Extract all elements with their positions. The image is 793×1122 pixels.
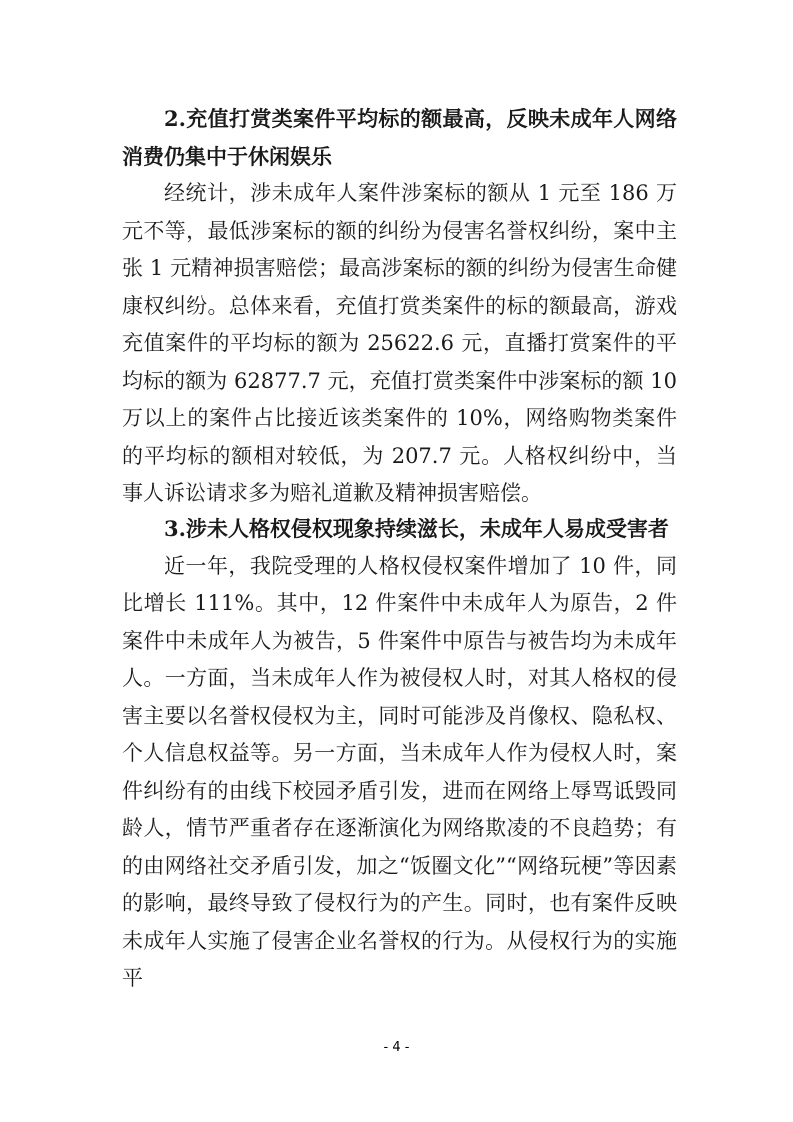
section-2-heading: 2.充值打赏类案件平均标的额最高，反映未成年人网络消费仍集中于休闲娱乐 (122, 106, 677, 169)
section-3-paragraph: 近一年，我院受理的人格权侵权案件增加了 10 件，同比增长 111%。其中，12 件案件中未成年人为原告，2 件案件中未成年人为被告，5 件案件中原告与被告均为未成年人。一方面，当未成年人作为被侵权人时，对其人格权的侵害主要以名誉权侵权为主，同时可能涉及肖像权、隐私权、个人信息权益等。另一方面，当未成年人作为侵权人时，案件纠纷有的由线下校园矛盾引发，进而在网络上辱骂诋毁同龄人，情节严重者存在逐渐演化为网络欺凌的不良趋势；有的由网络社交矛盾引发，加之“饭圈文化”“网络玩梗”等因素的影响，最终导致了侵权行为的产生。同时，也有案件反映未成年人实施了侵害企业名誉权的行为。从侵权行为的实施平 (122, 553, 677, 990)
section-2 (122, 100, 677, 513)
section-2-paragraph: 经统计，涉未成年人案件涉案标的额从 1 元至 186 万元不等，最低涉案标的额的纠纷为侵害名誉权纠纷，案中主张 1 元精神损害赔偿；最高涉案标的额的纠纷为侵害生命健康权纠纷。总体来看，充值打赏类案件的标的额最高，游戏充值案件的平均标的额为 25622.6 元，直播打赏案件的平均标的额为 62877.7 元，充值打赏类案件中涉案标的额 10 万以上的案件占比接近该类案件的 10%，网络购物类案件的平均标的额相对较低，为 207.7 元。人格权纠纷中，当事人诉讼请求多为赔礼道歉及精神损害赔偿。 (122, 181, 677, 505)
section-3 (122, 510, 677, 998)
section-3-heading: 3.涉未人格权侵权现象持续滋长，未成年人易成受害者 (164, 516, 669, 541)
page-number: - 4 - (383, 1040, 410, 1055)
